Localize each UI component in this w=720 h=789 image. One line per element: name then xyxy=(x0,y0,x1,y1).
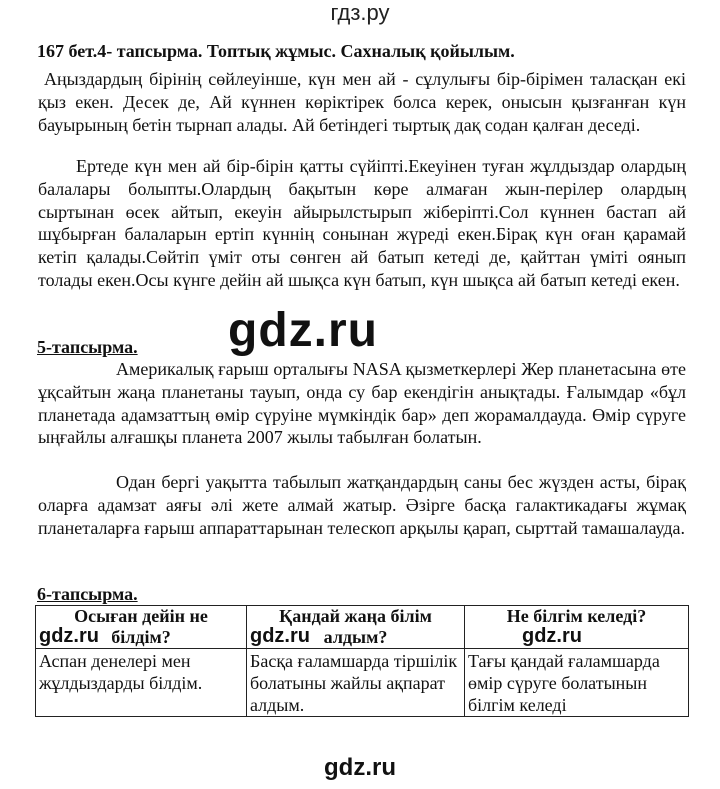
knowledge-table xyxy=(35,605,689,717)
table-cell: Аспан денелері мен жұлдыздарды білдім. xyxy=(36,649,247,717)
task5-label: 5-тапсырма. xyxy=(37,337,138,357)
table-header-cell xyxy=(465,606,689,649)
header-line-1: Қандай жаңа білім xyxy=(279,606,432,626)
table-header-row xyxy=(36,606,689,649)
header-line-2: алдым? xyxy=(323,627,388,647)
header-line-1: Не білгім келеді? xyxy=(506,606,647,626)
table-cell: Тағы қандай ғаламшарда өмір сүруге болатынын білгім келеді xyxy=(465,649,689,717)
watermark-bottom: gdz.ru xyxy=(324,754,396,781)
task4-paragraph-2: Ертеде күн мен ай бір-бірін қатты сүйіпті.Екеуінен туған жұлдыздар олардың балалары болыпты.Олардың бақытын көре алмаған жын-перілер олардың сыртынан өсек айтып, екеуін айырылстырып жіберіпті.Сол күннен бастап ай шұбырған балаларын ертіп күннің сонынан жүреді екен.Бірақ күн оған қарамай кетіп қалады.Сөйтіп үміт оты сөнген ай батып кетеді де, қайттан үміті оянып толады екен.Осы күнге дейін ай шықса күн батып, күн шықса ай батып кетеді екен. xyxy=(38,156,686,290)
watermark-table: gdz.ru xyxy=(522,625,582,647)
watermark-table: gdz.ru xyxy=(39,625,99,647)
page-heading: 167 бет.4- тапсырма. Топтық жұмыс. Сахналық қойылым. xyxy=(37,41,515,61)
header-line-1: Осыған дейін не xyxy=(74,606,208,626)
table-header-cell xyxy=(247,606,465,649)
table-cell: Басқа ғаламшарда тіршілік болатыны жайлы ақпарат алдым. xyxy=(247,649,465,717)
table-header-cell xyxy=(36,606,247,649)
task5-paragraph-2: Одан бергі уақытта табылып жатқандардың саны бес жүзден асты, бірақ оларға адамзат аяғы әлі жете алмай жатыр. Әзірге басқа галактикадағы жұмақ планеталарға ғарыш аппараттарынан телескоп арқылы қарап, сырттай тамашалауда. xyxy=(38,472,686,538)
task4-paragraph-1: Аңыздардың бірінің сөйлеуінше, күн мен ай - сұлулығы бір-бірімен таласқан екі қыз екен. Десек де, Ай күннен көріктірек болса керек, онысын қызғанған күн бауырының бетін тырнап алады. Ай бетіндегі тыртық дақ содан қалған деседі. xyxy=(38,69,686,135)
watermark-middle: gdz.ru xyxy=(228,304,378,357)
watermark-table: gdz.ru xyxy=(250,625,310,647)
watermark-top: гдз.ру xyxy=(330,0,390,25)
header-line-2: білдім? xyxy=(111,627,171,647)
task5-paragraph-1: Америкалық ғарыш орталығы NASA қызметкерлері Жер планетасына өте ұқсайтын жаңа планетаны тауып, онда су бар екендігін анықтады. Ғалымдар «бұл планетада адамзаттың өмір сүруіне мүмкіндік бар» деп жорамалдауда. Өмір сүруге ыңғайлы алғашқы планета 2007 жылы табылған болатын. xyxy=(38,359,686,448)
task6-label: 6-тапсырма. xyxy=(37,584,138,604)
table-row xyxy=(36,649,689,717)
